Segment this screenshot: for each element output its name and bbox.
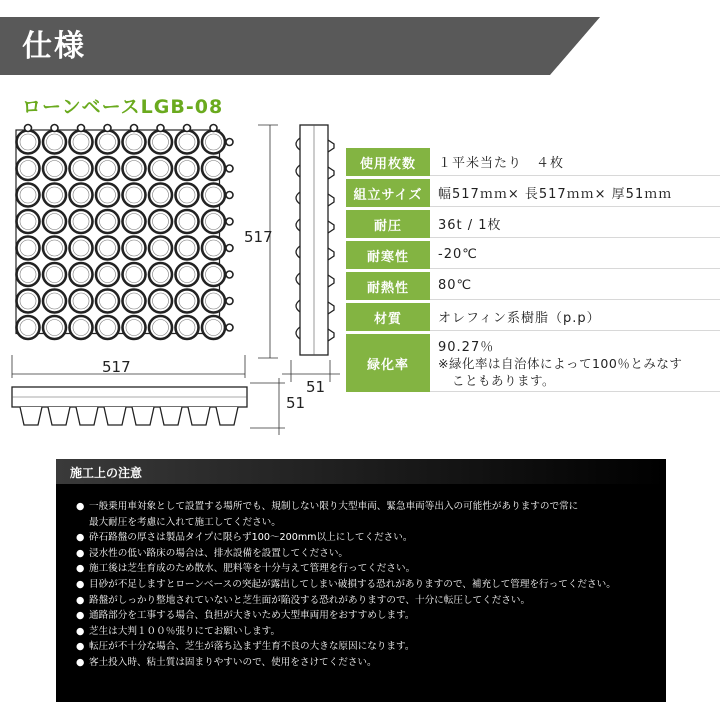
technical-drawing <box>0 110 345 440</box>
banner-accent <box>0 0 720 75</box>
greening-rate: 90.27％ <box>438 340 495 355</box>
product-name: ローンベースLGB-08 <box>22 96 224 118</box>
list-item: ● 転圧が不十分な場合、芝生が落ち込まず生育不良の大きな原因になります。 <box>76 639 666 655</box>
construction-notice <box>56 459 666 702</box>
list-item: ● 客土投入時、粘土質は固まりやすいので、使用をさけてください。 <box>76 655 666 671</box>
spec-row-heat <box>346 272 720 300</box>
spec-label: 耐寒性 <box>346 241 430 269</box>
spec-row-usage <box>346 148 720 176</box>
list-item: ● 目砂が不足しますとローンベースの突起が露出してしまい破損する恐れがありますので、補充して管理を行ってください。 <box>76 577 666 593</box>
spec-table <box>346 148 720 395</box>
bullet-icon: ● <box>76 501 85 512</box>
bullet-icon: ● <box>76 656 85 668</box>
spec-row-cold <box>346 241 720 269</box>
list-item: ● 芝生は大判１００％張りにてお願いします。 <box>76 624 666 640</box>
dimension-front-height-label: 51 <box>286 394 306 412</box>
spec-value: 36t / 1枚 <box>430 210 720 238</box>
spec-value: 80℃ <box>430 272 720 300</box>
spec-value: -20℃ <box>430 241 720 269</box>
notice-header-bar <box>56 459 666 484</box>
bullet-icon: ● <box>76 532 85 544</box>
spec-value: 幅517ｍｍ× 長517ｍｍ× 厚51ｍｍ <box>430 179 720 207</box>
bullet-icon: ● <box>76 578 85 590</box>
spec-row-material <box>346 303 720 331</box>
top-view <box>16 125 233 340</box>
list-item: ● 通路部分を工事する場合、負担が大きいため大型車両用をおすすめします。 <box>76 608 666 624</box>
header-banner <box>0 0 720 75</box>
notice-list <box>76 499 666 671</box>
bullet-icon: ● <box>76 547 85 559</box>
spec-label: 使用枚数 <box>346 148 430 176</box>
notice-title: 施工上の注意 <box>70 466 143 480</box>
front-view <box>12 387 247 425</box>
greening-note: ※緑化率は自治体によって100％とみなす <box>438 356 683 371</box>
spec-value: オレフィン系樹脂（p.p） <box>430 303 720 331</box>
side-view <box>296 125 334 355</box>
dimension-height-label: 517 <box>244 228 273 246</box>
bullet-icon: ● <box>76 641 85 653</box>
spec-label: 耐熱性 <box>346 272 430 300</box>
bullet-icon: ● <box>76 563 85 575</box>
bullet-icon: ● <box>76 610 85 622</box>
dimension-width-label: 517 <box>102 358 131 376</box>
spec-row-greening <box>346 334 720 392</box>
spec-value <box>430 334 720 392</box>
spec-label: 耐圧 <box>346 210 430 238</box>
spec-label: 緑化率 <box>346 334 430 392</box>
spec-row-pressure <box>346 210 720 238</box>
spec-label: 組立サイズ <box>346 179 430 207</box>
list-item: ● 一般乗用車対象として設置する場所でも、規制しない限り大型車両、緊急車両等出入の可能性がありますので常に 最大耐圧を考慮に入れて施工してください。 <box>76 501 579 528</box>
list-item: ● 施工後は芝生育成のため散水、肥料等を十分与えて管理を行ってください。 <box>76 561 666 577</box>
spec-row-size <box>346 179 720 207</box>
bullet-icon: ● <box>76 625 85 637</box>
greening-note-cont: こともあります。 <box>452 373 556 388</box>
bullet-icon: ● <box>76 594 85 606</box>
dimension-depth-label: 51 <box>306 378 326 396</box>
section-title: 仕様 <box>22 29 86 64</box>
list-item: ● 浸水性の低い路床の場合は、排水設備を設置してください。 <box>76 546 666 562</box>
spec-value: １平米当たり ４枚 <box>430 148 720 176</box>
spec-label: 材質 <box>346 303 430 331</box>
list-item: ● 路盤がしっかり整地されていないと芝生面が陥没する恐れがありますので、十分に転圧してください。 <box>76 593 666 609</box>
list-item: ● 砕石路盤の厚さは製品タイプに限らず100～200mm以上にしてください。 <box>76 530 666 546</box>
